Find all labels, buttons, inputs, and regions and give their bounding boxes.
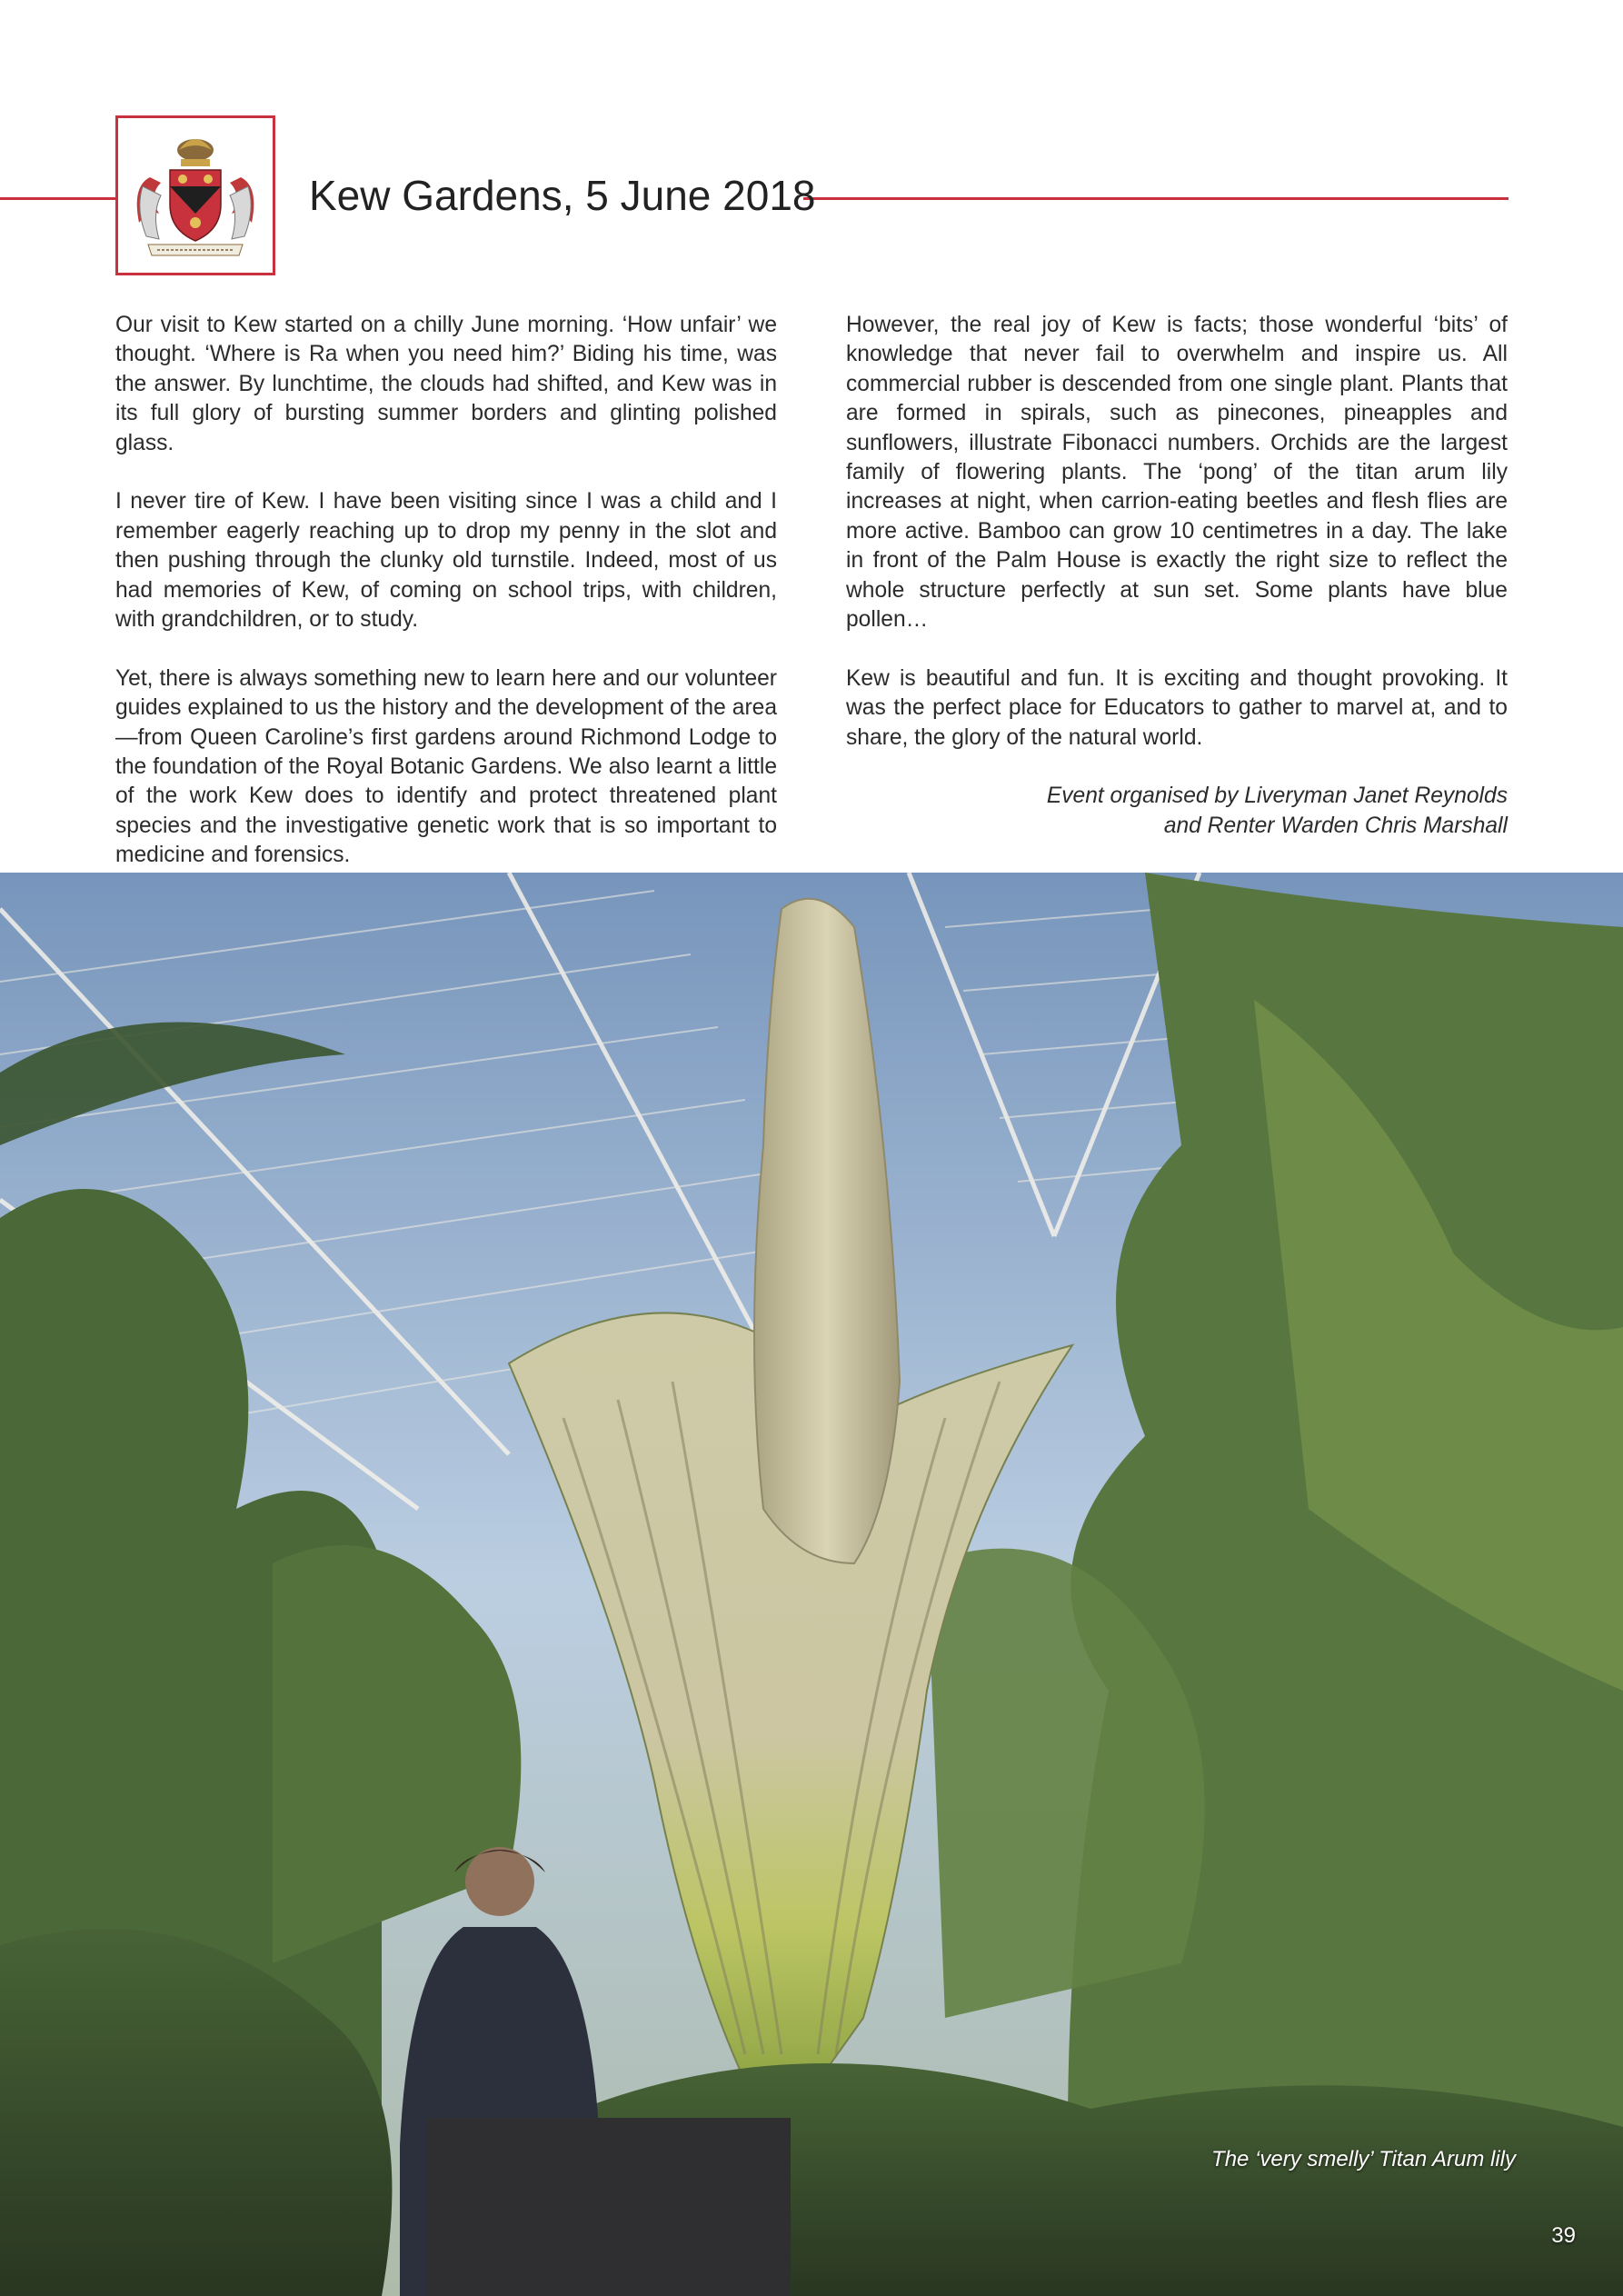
paragraph: Yet, there is always something new to learn here and our volunteer guides explained to us the history and the development of the area—from Queen Caroline’s first gardens around Richmond Lodge to the foundation of the Royal Botanic Gardens. We also learnt a little of the work Kew does to identify and protect threatened plant species and the investigative genetic work that is so important to medicine and forensics.: [115, 665, 777, 868]
paragraph: I never tire of Kew. I have been visiting since I was a child and I remember eagerly reaching up to drop my penny in the slot and then pushing through the clunky old turnstile. Indeed, most of us had memories of Kew, of coming on school trips, with children, with grandchildren, or to study.: [115, 489, 777, 633]
titan-arum-photo: [0, 873, 1623, 2296]
header-rule-left: [0, 197, 115, 200]
photo-caption: The ‘very smelly’ Titan Arum lily: [1211, 2147, 1516, 2171]
page-title: Kew Gardens, 5 June 2018: [309, 172, 816, 219]
page-number: 39: [1551, 2223, 1576, 2248]
article-column-left: [115, 311, 777, 900]
header-rule-right: [803, 197, 1508, 200]
credit-line: and Renter Warden Chris Marshall: [1163, 813, 1508, 838]
paragraph: Our visit to Kew started on a chilly June morning. ‘How unfair’ we thought. ‘Where is Ra when you need him?’ Biding his time, was the answer. By lunchtime, the clouds had shifted, and Kew was in its full glory of bursting summer borders and glinting polished glass.: [115, 313, 777, 455]
crest-frame: [115, 115, 275, 275]
article-column-right: [846, 311, 1508, 841]
event-credit: [846, 782, 1508, 841]
credit-line: Event organised by Liveryman Janet Reynolds: [1046, 784, 1508, 809]
paragraph: However, the real joy of Kew is facts; those wonderful ‘bits’ of knowledge that never fail to overwhelm and inspire us. All commercial rubber is descended from one single plant. Plants that are formed in spirals, such as pinecones, pineapples and sunflowers, illustrate Fibonacci numbers. Orchids are the largest family of flowering plants. The ‘pong’ of the titan arum lily increases at night, when carrion-eating beetles and flesh flies are more active. Bamboo can grow 10 centimetres in a day. The lake in front of the Palm House is exactly the right size to reflect the whole structure perfectly at sun set. Some plants have blue pollen…: [846, 313, 1508, 633]
paragraph: Kew is beautiful and fun. It is exciting and thought provoking. It was the perfect place for Educators to gather to marvel at, and to share, the glory of the natural world.: [846, 665, 1508, 750]
coat-of-arms-icon: [123, 123, 268, 268]
